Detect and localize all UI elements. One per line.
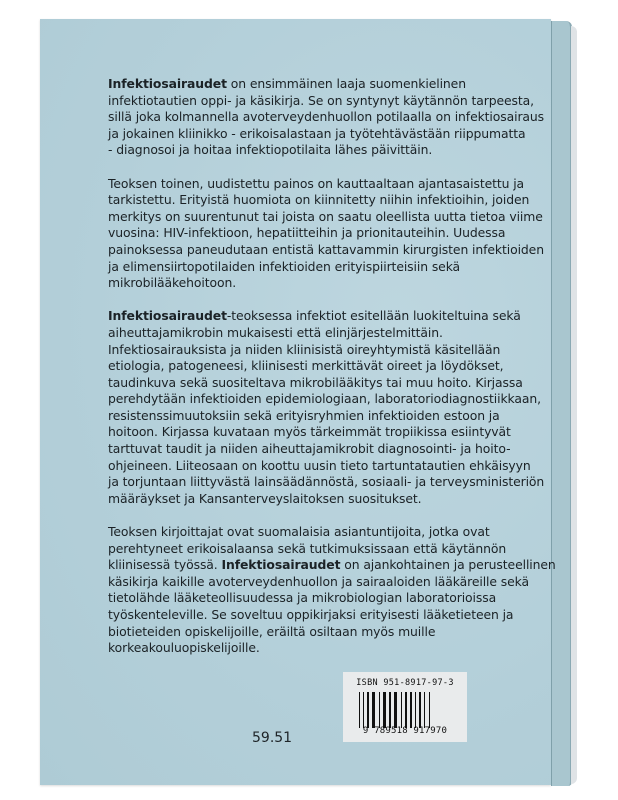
text-line bbox=[108, 109, 545, 126]
ean-number: 9 789518 917970 bbox=[362, 726, 448, 736]
text-segment: tarkistettu. Erityistä huomiota on kiinnitetty niihin infektioihin, joiden bbox=[108, 192, 530, 208]
text-segment: korkeakouluopiskelijoille. bbox=[108, 640, 260, 656]
text-line bbox=[108, 590, 538, 607]
book-edge bbox=[571, 26, 577, 784]
text-segment: tietolähde lääketeollisuudessa ja mikrobiologian laboratorioissa bbox=[108, 590, 497, 606]
text-line bbox=[108, 259, 538, 276]
text-line bbox=[108, 458, 538, 475]
text-line bbox=[108, 126, 538, 143]
isbn-number: ISBN 951-8917-97-3 bbox=[356, 678, 454, 688]
barcode-bar bbox=[401, 692, 402, 728]
barcode-bar bbox=[424, 692, 425, 728]
text-segment: ja jokainen kliinikko - erikoisalastaan ja työtehtävästään riippumatta bbox=[108, 125, 526, 141]
barcode-bar bbox=[370, 692, 371, 728]
text-line bbox=[108, 241, 544, 259]
paragraph-1 bbox=[108, 76, 545, 159]
blurb-text bbox=[108, 76, 556, 673]
text-segment: perehdytään infektioiden epidemiologiaan, laboratoriodiagnostiikkaan, bbox=[108, 391, 541, 407]
text-line bbox=[108, 624, 538, 641]
text-segment: mikrobilääkehoitoon. bbox=[108, 275, 237, 291]
text-line bbox=[108, 474, 545, 491]
text-line bbox=[108, 441, 538, 458]
barcode-bar bbox=[392, 692, 393, 728]
barcode-bar bbox=[389, 692, 391, 728]
barcode-bar bbox=[361, 692, 362, 728]
barcode-bar bbox=[394, 692, 397, 728]
book-title-bold: Infektiosairaudet bbox=[221, 557, 341, 573]
barcode-bar bbox=[410, 692, 412, 728]
text-line bbox=[108, 491, 538, 508]
text-segment: ja elimensiirtopotilaiden infektioiden erityispiirteisiin sekä bbox=[108, 258, 461, 274]
text-segment: -teoksessa infektiot esitellään luokiteltuina sekä bbox=[226, 308, 521, 324]
text-line bbox=[108, 76, 538, 93]
text-line bbox=[108, 375, 538, 392]
text-line bbox=[108, 408, 538, 425]
barcode-bar bbox=[419, 692, 421, 728]
text-line bbox=[108, 574, 538, 591]
text-line bbox=[108, 325, 538, 342]
text-line bbox=[108, 524, 538, 541]
book-title-bold: Infektiosairaudet bbox=[108, 308, 227, 324]
text-segment: sillä joka kolmannella avoterveydenhuollon potilaalla on infektiosairaus bbox=[108, 109, 545, 125]
text-segment: etiologia, patogeneesi, kliinisesti merkittävät oireet ja löydökset, bbox=[108, 358, 504, 374]
barcode-bar bbox=[359, 692, 360, 728]
text-segment: infektiotautien oppi- ja käsikirja. Se on syntynyt käytännön tarpeesta, bbox=[108, 92, 534, 108]
text-segment: - diagnosoi ja hoitaa infektiopotilaita lähes päivittäin. bbox=[108, 142, 433, 158]
text-line bbox=[108, 391, 541, 408]
barcode-bar bbox=[365, 692, 366, 728]
text-segment: merkitys on suurentunut tai joista on saatu oleellista uutta tietoa viime bbox=[108, 208, 543, 224]
text-segment: on ajankohtainen ja perusteellinen bbox=[340, 557, 556, 573]
barcode-bar bbox=[413, 692, 414, 728]
price-label: 59.51 bbox=[252, 730, 293, 746]
text-line bbox=[108, 208, 543, 226]
text-line bbox=[108, 607, 538, 624]
paragraph-4 bbox=[108, 524, 556, 657]
barcode-bar bbox=[381, 692, 382, 728]
text-segment: määräykset ja Kansanterveyslaitoksen suositukset. bbox=[108, 490, 422, 506]
text-segment: Teoksen toinen, uudistettu painos on kauttaaltaan ajantasaistettu ja bbox=[108, 175, 525, 191]
barcode-bar bbox=[379, 692, 380, 728]
text-line bbox=[108, 557, 556, 574]
barcode-bar bbox=[408, 692, 409, 728]
barcode-bar bbox=[417, 692, 418, 728]
text-segment: hoitoon. Kirjassa kuvataan myös tärkeimmät tropiikissa esiintyvät bbox=[108, 424, 511, 440]
barcode-bar bbox=[403, 692, 404, 728]
text-segment: biotieteiden opiskelijoille, eräiltä osiltaan myös muille bbox=[108, 623, 436, 639]
barcode-bar bbox=[387, 692, 388, 728]
barcode-bar bbox=[372, 692, 375, 728]
text-line bbox=[108, 192, 538, 209]
paragraph-2 bbox=[108, 175, 544, 292]
isbn-barcode-label bbox=[343, 672, 467, 742]
text-segment: työskenteleville. Se soveltuu oppikirjaksi erityisesti lääketieteen ja bbox=[108, 607, 514, 622]
text-segment: perehtyneet erikoisalaansa sekä tutkimuksissaan että käytännön bbox=[108, 540, 507, 556]
barcode-bar bbox=[415, 692, 416, 728]
barcode-bar bbox=[426, 692, 428, 728]
barcode-bar bbox=[398, 692, 400, 728]
text-segment: painoksessa paneudutaan entistä kattavammin kirurgisten infektioiden bbox=[108, 241, 544, 257]
text-segment: resistenssimuutoksiin sekä erityisryhmien infektioiden estoon ja bbox=[108, 407, 500, 423]
text-line bbox=[108, 225, 538, 242]
text-segment: Teoksen kirjoittajat ovat suomalaisia asiantuntijoita, jotka ovat bbox=[108, 524, 490, 540]
barcode-bar bbox=[367, 692, 369, 728]
barcode-bar bbox=[383, 692, 386, 728]
text-segment: aiheuttajamikrobin mukaisesti että elinjärjestelmittäin. bbox=[108, 324, 443, 340]
barcode-bar bbox=[422, 692, 423, 728]
barcode-bar bbox=[431, 692, 432, 728]
barcode-bar bbox=[376, 692, 378, 728]
text-segment: tarttuvat taudit ja niiden aiheuttajamikrobit diagnosointi- ja hoito- bbox=[108, 441, 511, 457]
text-line bbox=[108, 275, 538, 292]
barcode-bar bbox=[429, 692, 430, 728]
text-segment: kliinisessä työssä. bbox=[108, 557, 222, 573]
text-segment: on ensimmäinen laaja suomenkielinen bbox=[226, 76, 466, 91]
text-line bbox=[108, 142, 538, 159]
text-line bbox=[108, 93, 538, 110]
text-line bbox=[108, 176, 538, 193]
text-segment: taudinkuva sekä suositeltava mikrobilääkitys tai muu hoito. Kirjassa bbox=[108, 374, 523, 390]
text-line bbox=[108, 358, 538, 375]
text-line bbox=[108, 308, 538, 325]
book-title-bold: Infektiosairaudet bbox=[108, 76, 227, 91]
text-segment: ohjeineen. Liiteosaan on koottu uusin tieto tartuntatautien ehkäisyyn bbox=[108, 457, 531, 473]
text-segment: käsikirja kaikille avoterveydenhuollon ja sairaaloiden lääkäreille sekä bbox=[108, 573, 529, 589]
paragraph-3 bbox=[108, 308, 545, 507]
text-line bbox=[108, 342, 538, 359]
book-spine bbox=[551, 21, 572, 786]
text-line bbox=[108, 541, 538, 558]
barcode-bar bbox=[363, 692, 364, 728]
text-segment: ja torjuntaan liittyvästä lainsäädännöstä, sosiaali- ja terveysministeriön bbox=[108, 474, 545, 490]
barcode-graphic bbox=[359, 692, 451, 728]
text-segment: Infektiosairauksista ja niiden kliinisistä oireyhtymistä käsitellään bbox=[108, 341, 501, 357]
barcode-bar bbox=[405, 692, 407, 728]
text-line bbox=[108, 640, 538, 657]
text-line bbox=[108, 424, 538, 441]
text-segment: vuosina: HIV-infektioon, hepatiitteihin ja prionitauteihin. Uudessa bbox=[108, 225, 506, 241]
